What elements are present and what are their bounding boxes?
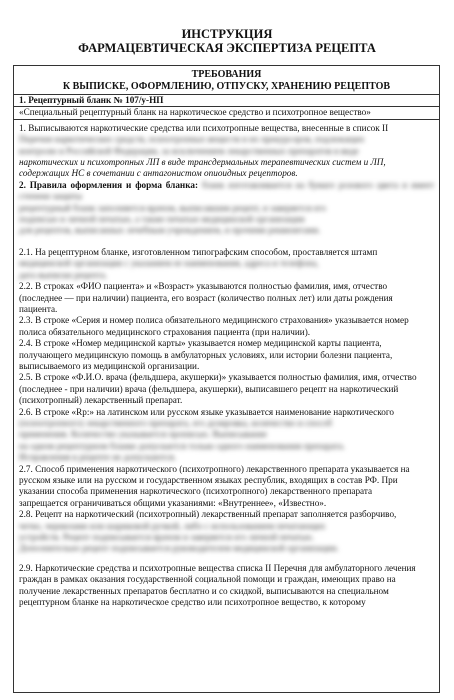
section-2-heading: [14, 180, 439, 203]
blur-a-1: рецептурный бланк заполняется врачом, выписавшим рецепт, и заверяется его: [19, 202, 327, 213]
p26-blur-3: на одном рецептурном бланке допускается только одного наименования препарата.: [19, 440, 346, 451]
p29-line-2: граждан в рамках оказания государственной социальной помощи и граждан, имеющих право на: [19, 574, 396, 585]
document-title: [0, 0, 454, 55]
p24-line-1: 2.4. В строке «Номер медицинской карты» указывается номер медицинской карты пациента,: [19, 338, 382, 349]
title-line-2: ФАРМАЦЕВТИЧЕСКАЯ ЭКСПЕРТИЗА РЕЦЕПТА: [78, 41, 376, 55]
p22-line-3: пациента.: [19, 303, 58, 314]
p1-blur-2: контролю в Российской Федерации, за исключением лекарственных препаратов в виде: [19, 145, 359, 156]
p23-line-1: 2.3. В строке «Серия и номер полиса обязательного медицинского страхования» указывается номер: [19, 315, 409, 326]
section-1-heading: 1. Рецептурный бланк № 107/у-НП: [14, 95, 439, 107]
p27-line-4: запрещается ограничиваться общими указаниями: «Внутреннее», «Известно».: [19, 497, 327, 508]
p22-line-2: (последнее — при наличии) пациента, его возраст (количество полных лет) или даты рождения: [19, 292, 393, 303]
blur-a-2: подписью и личной печатью, а также печатью медицинской организации: [19, 214, 305, 225]
p21-line-1: 2.1. На рецептурном бланке, изготовленном типографским способом, проставляется штамп: [19, 246, 378, 257]
p28-blur-2: устройств. Рецепт подписывается врачом и заверяется его личной печатью.: [19, 532, 314, 543]
section-1-subtitle: «Специальный рецептурный бланк на наркотическое средство и психотропное вещество»: [14, 107, 439, 119]
p27-line-3: указании способа применения наркотического (психотропного) лекарственного препарата: [19, 486, 373, 497]
p22-line-1: 2.2. В строках «ФИО пациента» и «Возраст» указываются полностью фамилия, имя, отчество: [19, 281, 388, 292]
p25-line-3: (психотропный) лекарственный препарат.: [19, 395, 183, 406]
p26-blur-4: Исправления в рецепте не допускаются.: [19, 452, 177, 463]
p28-blur-1: четко, чернилами или шариковой ручкой, либо с использованием печатающих: [19, 520, 326, 531]
requirements-table: [13, 65, 440, 693]
p21-blur-2: дата выписки рецепта.: [19, 269, 108, 280]
p27-line-1: 2.7. Способ применения наркотического (психотропного) лекарственного препарата указывается на: [19, 463, 410, 474]
p29-line-3: получение лекарственных препаратов бесплатно и со скидкой, выписываются на специальном: [19, 585, 389, 596]
p24-line-2: получающего медицинскую помощь в амбулаторных условиях, или истории болезни пациента,: [19, 349, 393, 360]
p26-line-1: 2.6. В строке «Rp:» на латинском или русском языке указывается наименование наркотического: [19, 406, 394, 417]
p27-line-2: русском языке или на русском и государственном языках республик, входящих в состав РФ. При: [19, 475, 398, 485]
p26-blur-1: (психотропного) лекарственного препарата, его дозировка, количество и способ: [19, 417, 333, 428]
p28-line-1: 2.8. Рецепт на наркотический (психотропный) лекарственный препарат заполняется разборчиво,: [19, 509, 397, 520]
p23-line-2: полиса обязательного медицинского страхования пациента (при наличии).: [19, 326, 311, 337]
p28-blur-3: Дополнительно рецепт подписывается руководителем медицинской организации.: [19, 543, 339, 554]
p29-line-4: рецептурном бланке на наркотическое средство или психотропное вещество, к которому: [19, 597, 366, 608]
section-2-blur: бланк изготавливается на бумаге розового цвета и имеет степени защиты: [19, 179, 435, 202]
p26-blur-2: применения. Количество указывается прописью. Выписывание: [19, 429, 267, 440]
p21-blur-1: медицинской организации с указанием ее наименования, адреса и телефона,: [19, 258, 319, 269]
p24-line-3: выписываемого из медицинской организации.: [19, 360, 200, 371]
title-line-1: ИНСТРУКЦИЯ: [181, 27, 273, 41]
p1-italic-1: наркотических и психотропных ЛП в виде трансдермальных терапевтических систем и ЛП,: [19, 157, 386, 168]
p29-line-1: 2.9. Наркотические средства и психотропные вещества списка II Перечня для амбулаторного лечения: [19, 562, 416, 573]
section-2-heading-text: 2. Правила оформления и форма бланка:: [19, 179, 199, 190]
p1-line-1: 1. Выписываются наркотические средства или психотропные вещества, внесенные в список II: [19, 122, 389, 133]
p25-line-2: (последнее - при наличии) врача (фельдшера, акушерки), выписавшего рецепт на наркотический: [19, 383, 399, 394]
requirements-line-1: ТРЕБОВАНИЯ: [191, 69, 262, 80]
requirements-header: [14, 66, 439, 95]
p25-line-1: 2.5. В строке «Ф.И.О. врача (фельдшера, акушерки)» указывается полностью фамилия, имя, отчество: [19, 372, 417, 383]
p1-blur-1: Перечня наркотических средств, психотропных веществ и их прекурсоров, подлежащих: [19, 134, 365, 145]
requirements-line-2: К ВЫПИСКЕ, ОФОРМЛЕНИЮ, ОТПУСКУ, ХРАНЕНИЮ РЕЦЕПТОВ: [62, 80, 391, 92]
blur-a-3: для рецептов, выписанных лечебным учреждением, и прочими реквизитами.: [19, 225, 321, 236]
p1-italic-2: содержащих НС в сочетании с антагонистом опиоидных рецепторов.: [19, 168, 298, 179]
